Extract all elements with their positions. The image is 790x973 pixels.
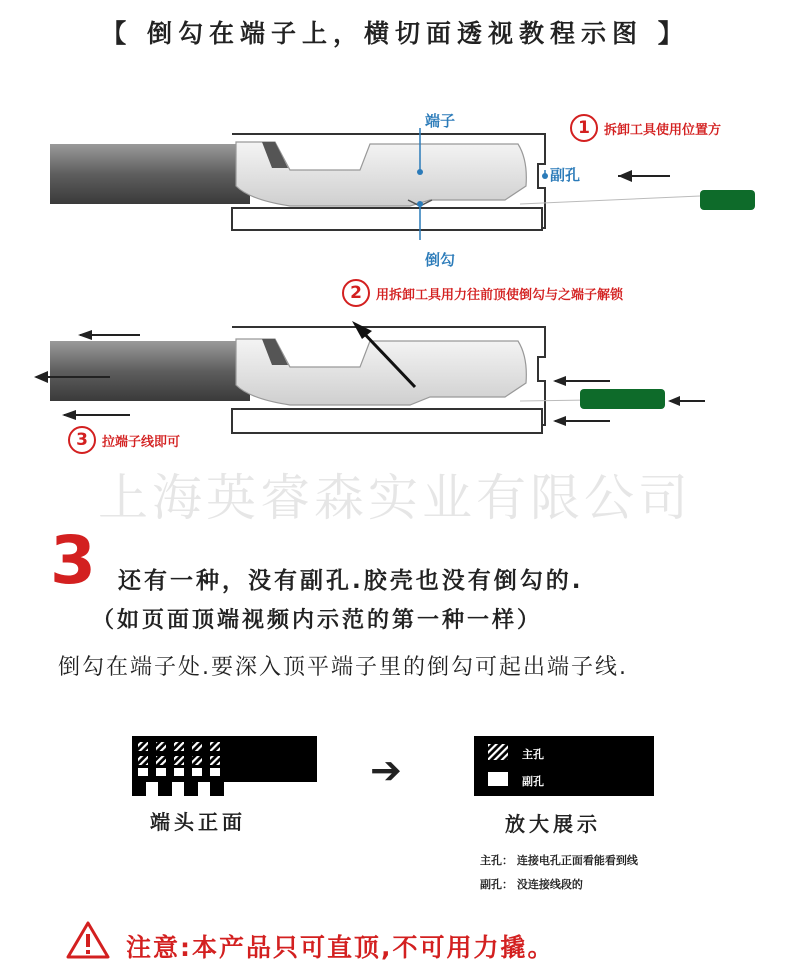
housing-lower-wall (232, 409, 542, 433)
enlarged-legend-box (474, 736, 654, 796)
arrow-right-icon: ➔ (370, 748, 402, 792)
company-watermark: 上海英睿森实业有限公司 (98, 469, 692, 527)
step-text: 用拆卸工具用力往前顶使倒勾与之端子解锁 (376, 287, 624, 303)
cross-section-diagram-2 (0, 305, 790, 440)
cable (50, 341, 250, 401)
note-sub-hole: 副孔： 没连接线段的 (480, 878, 583, 891)
section-line-2: （如页面顶端视频内示范的第一种一样） (92, 608, 543, 633)
tool-tip-line (520, 196, 700, 204)
section-line-3: 倒勾在端子处.要深入顶平端子里的倒勾可起出端子线. (58, 655, 628, 680)
label-barb: 倒勾 (425, 251, 456, 269)
label-terminal: 端子 (425, 112, 456, 130)
tool-handle (580, 389, 665, 409)
connector-front-view (132, 736, 317, 796)
front-view-caption: 端头正面 (150, 810, 246, 834)
cable (50, 144, 250, 204)
sub-hole-swatch (488, 772, 508, 786)
step-text: 拆卸工具使用位置方 (604, 122, 722, 138)
section-line-1: 还有一种，没有副孔.胶壳也没有倒勾的. (118, 568, 584, 594)
tool-handle (700, 190, 755, 210)
legend-sub-hole: 副孔 (522, 775, 544, 788)
legend-main-hole: 主孔 (522, 748, 544, 761)
step-2 (342, 279, 623, 307)
section-number: 3 (50, 522, 96, 599)
step-number: 2 (342, 279, 370, 307)
warning-icon (66, 920, 110, 960)
warning-text: 注意:本产品只可直顶,不可用力撬。 (126, 933, 555, 962)
step-number: 3 (68, 426, 96, 454)
step-1 (570, 114, 721, 142)
main-hole-swatch (488, 744, 508, 760)
step-3 (68, 426, 180, 454)
enlarged-caption: 放大展示 (505, 812, 601, 836)
step-number: 1 (570, 114, 598, 142)
step-text: 拉端子线即可 (102, 434, 181, 450)
page-title: 【 倒勾在端子上，横切面透视教程示图 】 (101, 19, 689, 48)
label-sub-hole: 副孔 (550, 166, 581, 184)
housing-lower-wall (232, 208, 542, 230)
note-main-hole: 主孔： 连接电孔正面看能看到线 (480, 854, 638, 867)
